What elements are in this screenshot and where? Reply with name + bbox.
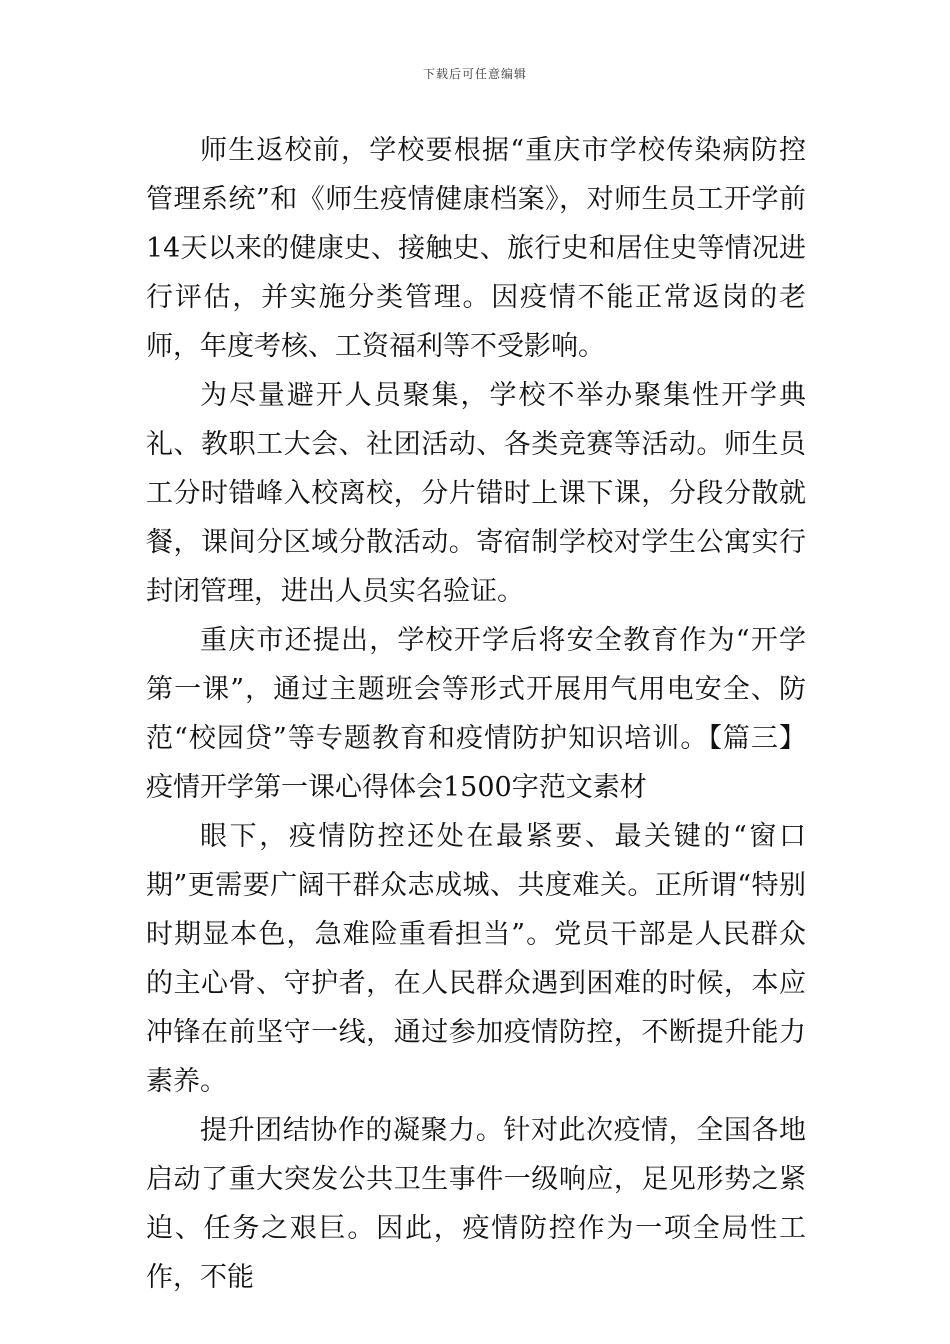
paragraph: 重庆市还提出，学校开学后将安全教育作为“开学第一课”，通过主题班会等形式开展用气用电安全、防范“校园贷”等专题教育和疫情防护知识培训。【篇三】疫情开学第一课心得体会1500字范文素材 [146,625,806,803]
document-body [146,126,806,1302]
page-header: 下载后可任意编辑 [422,67,527,81]
paragraph: 师生返校前，学校要根据“重庆市学校传染病防控管理系统”和《师生疫情健康档案》，对师生员工开学前14天以来的健康史、接触史、旅行史和居住史等情况进行评估，并实施分类管理。因疫情不能正常返岗的老师，年度考核、工资福利等不受影响。 [146,135,806,362]
paragraph: 为尽量避开人员聚集，学校不举办聚集性开学典礼、教职工大会、社团活动、各类竞赛等活动。师生员工分时错峰入校离校，分片错时上课下课，分段分散就餐，课间分区域分散活动。寄宿制学校对学生公寓实行封闭管理，进出人员实名验证。 [146,380,806,607]
paragraph: 眼下，疫情防控还处在最紧要、最关键的“窗口期”更需要广阔干群众志成城、共度难关。正所谓“特别时期显本色，急难险重看担当”。党员干部是人民群众的主心骨、守护者，在人民群众遇到困难的时候，本应冲锋在前坚守一线，通过参加疫情防控，不断提升能力素养。 [146,821,806,1097]
paragraph: 提升团结协作的凝聚力。针对此次疫情，全国各地启动了重大突发公共卫生事件一级响应，足见形势之紧迫、任务之艰巨。因此，疫情防控作为一项全局性工作，不能 [146,1115,806,1293]
